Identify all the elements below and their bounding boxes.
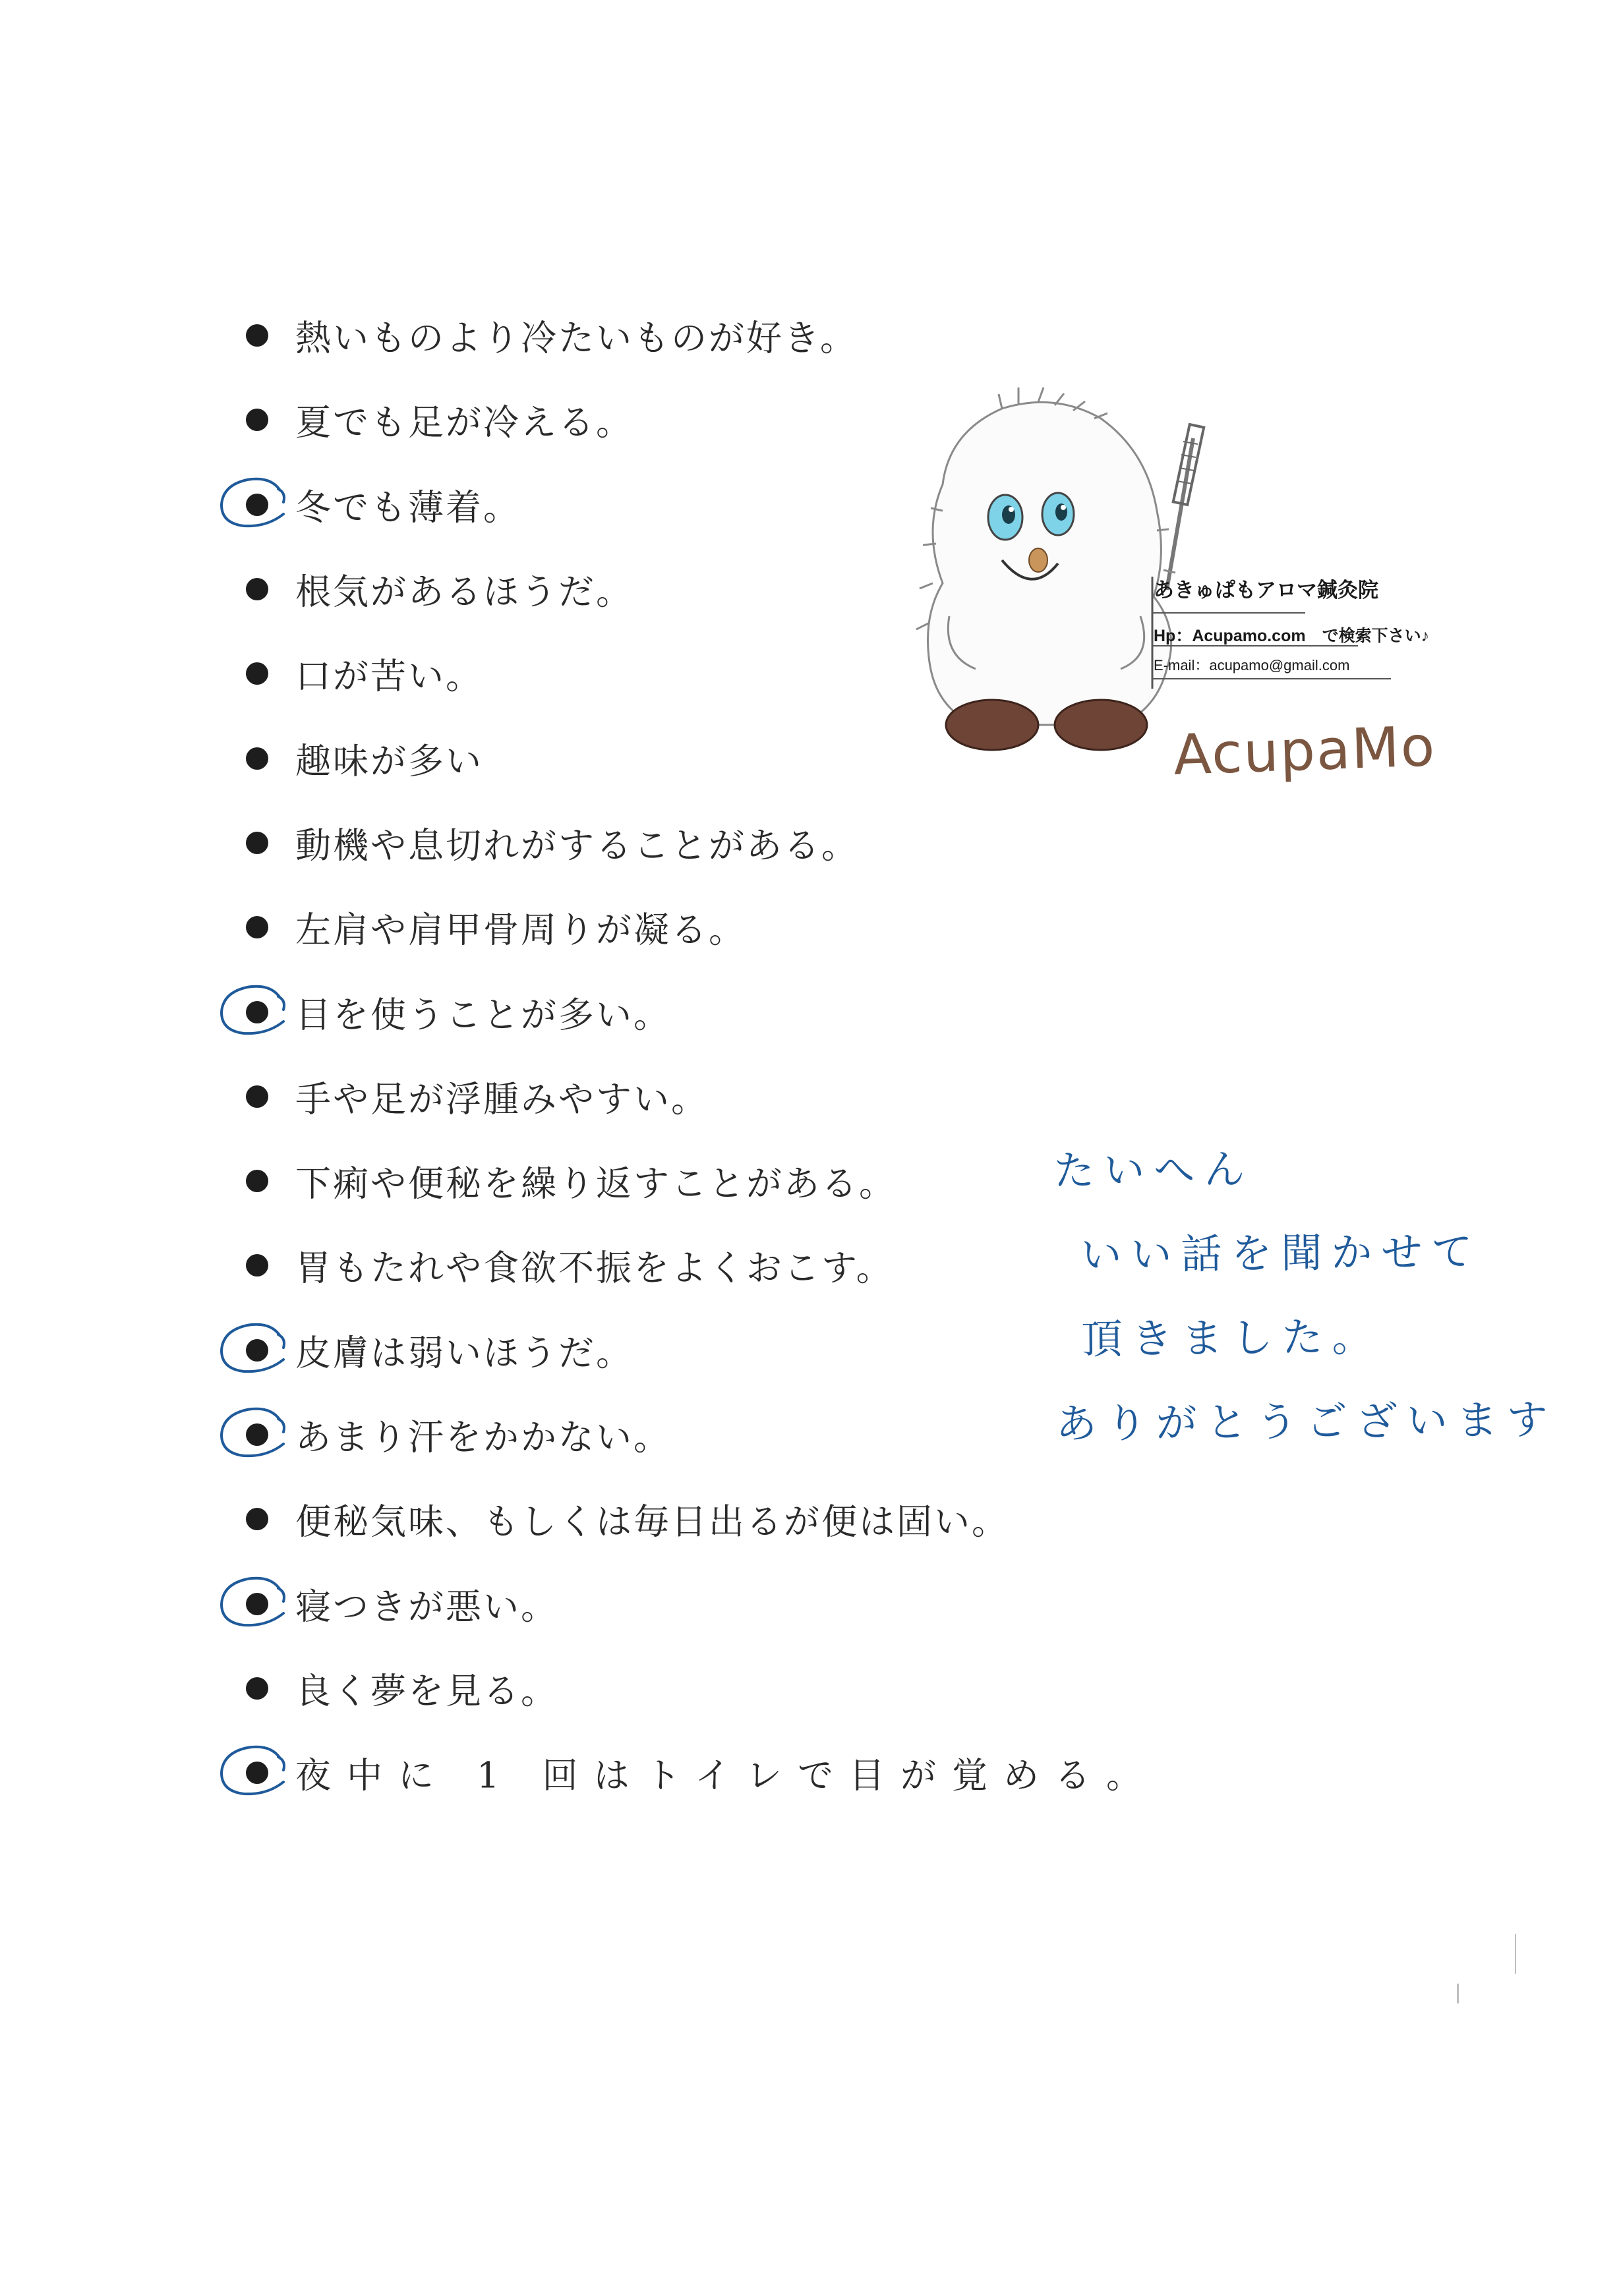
bullet-icon bbox=[246, 1170, 268, 1192]
checklist-item bbox=[218, 1308, 1173, 1392]
checklist-item bbox=[218, 1054, 1173, 1139]
checklist-item-text: 寝つきが悪い。 bbox=[295, 1586, 558, 1628]
checklist-item bbox=[218, 1477, 1173, 1561]
checklist-item bbox=[218, 1561, 1173, 1646]
clinic-logo bbox=[903, 379, 1437, 801]
checklist-item bbox=[218, 293, 1173, 378]
clinic-email: E-mail：acupamo@gmail.com bbox=[1154, 657, 1350, 674]
checklist-item-text: 下痢や便秘を繰り返すことがある。 bbox=[295, 1162, 897, 1205]
note-line-1: たいへん bbox=[1053, 1145, 1254, 1195]
checklist-item bbox=[218, 1646, 1173, 1731]
checklist-item-text: 良く夢を見る。 bbox=[295, 1670, 558, 1712]
bullet-icon bbox=[246, 1001, 268, 1023]
checklist-item-text: 目を使うことが多い。 bbox=[295, 994, 671, 1036]
bullet-icon bbox=[246, 1085, 268, 1108]
checklist-item bbox=[218, 1392, 1173, 1477]
bullet-icon bbox=[246, 1593, 268, 1615]
checklist-item bbox=[218, 1223, 1173, 1307]
checklist-item-text: 口が苦い。 bbox=[295, 655, 483, 697]
checklist-item bbox=[218, 1139, 1173, 1223]
bullet-icon bbox=[246, 1762, 268, 1784]
checklist-item bbox=[218, 969, 1173, 1054]
bullet-icon bbox=[246, 494, 268, 516]
checklist-item bbox=[218, 1731, 1173, 1815]
checklist-item-text: 根気があるほうだ。 bbox=[295, 571, 633, 613]
note-line-2: いい話を聞かせて bbox=[1080, 1227, 1482, 1279]
scan-edge-mark bbox=[1457, 1984, 1459, 2003]
checklist-item-text: あまり汗をかかない。 bbox=[295, 1416, 671, 1458]
bullet-icon bbox=[246, 662, 268, 685]
bullet-icon bbox=[246, 1423, 268, 1446]
checklist-item bbox=[218, 801, 1173, 885]
mascot-right-foot bbox=[1055, 700, 1147, 750]
checklist-item-text: 胃もたれや食欲不振をよくおこす。 bbox=[295, 1247, 894, 1289]
bullet-icon bbox=[246, 1508, 268, 1530]
bullet-icon bbox=[246, 916, 268, 938]
mascot-nose bbox=[1029, 548, 1047, 572]
clinic-brand: AcupaMo bbox=[1172, 714, 1437, 788]
checklist-item-text: 熱いものより冷たいものが好き。 bbox=[295, 317, 858, 359]
note-line-3: 頂きました。 bbox=[1081, 1312, 1382, 1363]
checklist-item-text: 趣味が多い bbox=[295, 740, 483, 782]
clinic-name: あきゅぱもアロマ鍼灸院 bbox=[1154, 579, 1378, 602]
mascot-left-foot bbox=[946, 700, 1038, 750]
checklist-item-text: 皮膚は弱いほうだ。 bbox=[295, 1332, 633, 1374]
bullet-icon bbox=[246, 1254, 268, 1277]
bullet-icon bbox=[246, 832, 268, 854]
checklist-item-text: 手や足が浮腫みやすい。 bbox=[295, 1078, 709, 1120]
bullet-icon bbox=[246, 1339, 268, 1362]
checklist-item-text: 冬でも薄着。 bbox=[295, 486, 521, 529]
bullet-icon bbox=[246, 409, 268, 431]
bullet-icon bbox=[246, 747, 268, 770]
checklist-item-text: 夏でも足が冷える。 bbox=[295, 401, 633, 444]
checklist-item bbox=[218, 885, 1173, 969]
checklist-item-text: 動機や息切れがすることがある。 bbox=[295, 824, 859, 867]
checklist-item-text: 左肩や肩甲骨周りが凝る。 bbox=[295, 909, 746, 951]
bullet-icon bbox=[246, 578, 268, 600]
scan-edge-mark bbox=[1515, 1934, 1516, 1974]
clinic-website: Hp：Acupamo.com で検索下さい♪ bbox=[1154, 627, 1430, 645]
note-line-4: ありがとうございます bbox=[1055, 1395, 1557, 1449]
bullet-icon bbox=[246, 324, 268, 347]
bullet-icon bbox=[246, 1677, 268, 1700]
checklist-item-text: 夜中に 1 回はトイレで目が覚める。 bbox=[295, 1754, 1158, 1796]
needle-icon bbox=[1167, 424, 1204, 590]
checklist-item-text: 便秘気味、もしくは毎日出るが便は固い。 bbox=[295, 1501, 1009, 1543]
handwritten-note bbox=[1053, 1125, 1557, 1466]
